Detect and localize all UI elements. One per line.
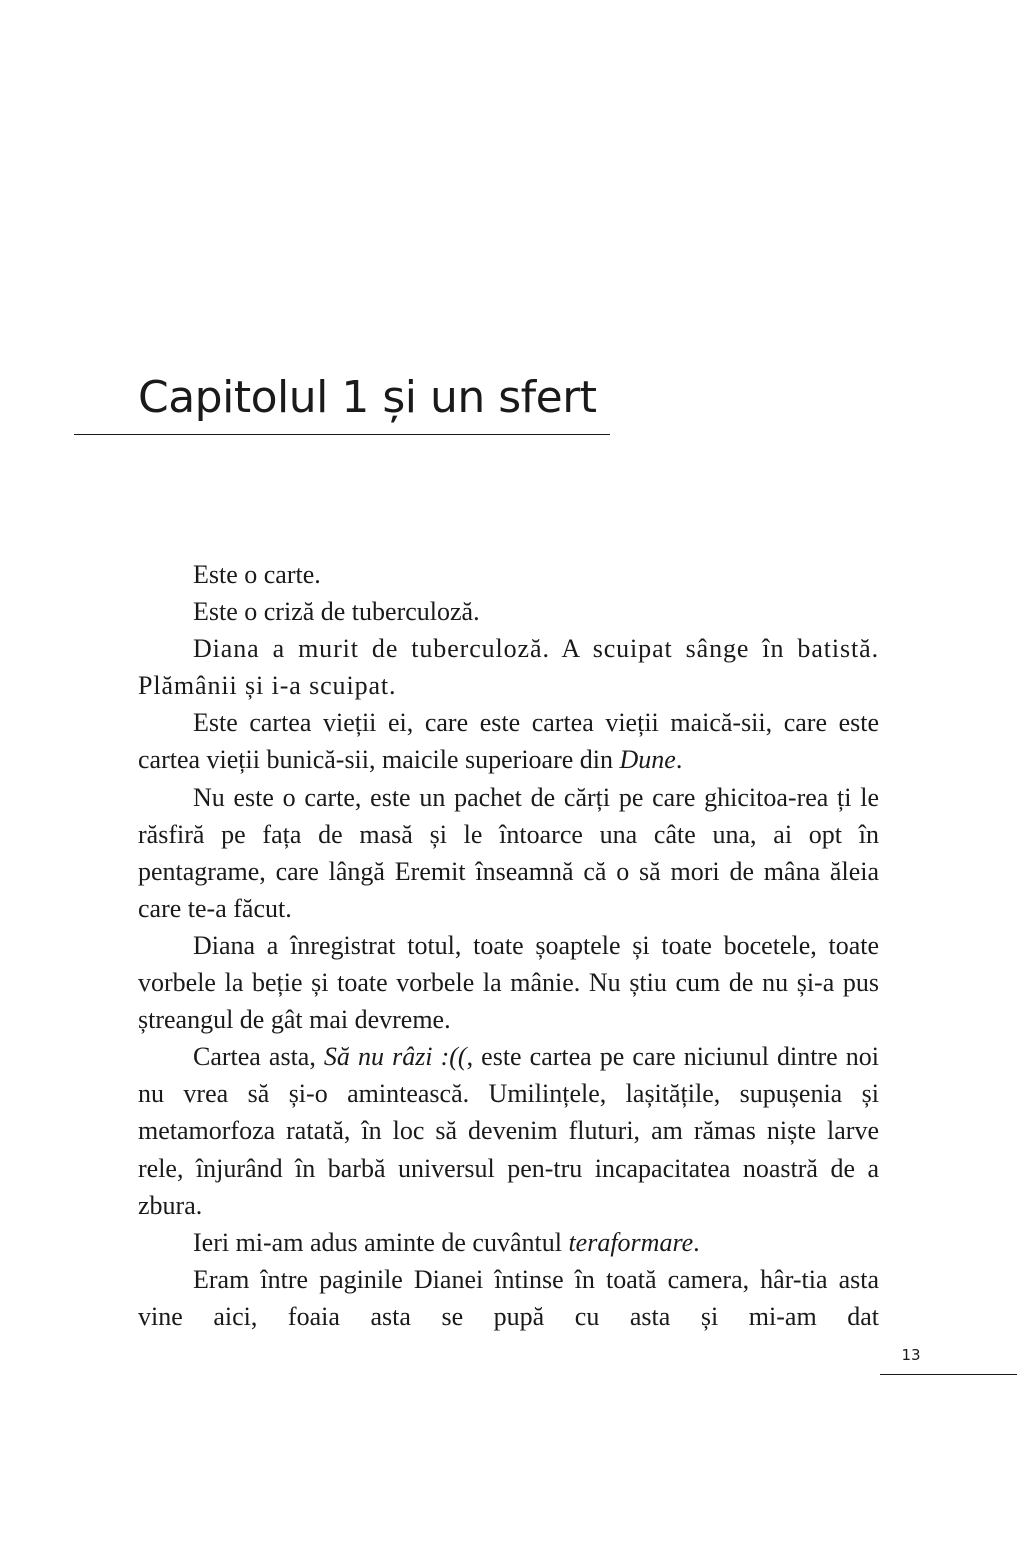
paragraph	[138, 779, 879, 927]
title-underline	[74, 434, 610, 435]
page-number-rule	[880, 1374, 1017, 1375]
paragraph	[138, 556, 879, 593]
paragraph-text: Este cartea vieții ei, care este cartea vieții maică-sii, care este cartea vieții bunică-sii, maicile superioare din	[138, 708, 879, 775]
page-number: 13	[901, 1346, 921, 1364]
paragraph	[138, 1261, 879, 1335]
paragraph-text: , este cartea pe care niciunul dintre noi nu vrea să și-o amintească. Umilințele, lașitățile, supușenia și metamorfoza ratată, în loc să devenim fluturi, am rămas niște larve rele, înjurând în barbă universul pen-tru incapacitatea noastră de a zbura.	[138, 1042, 879, 1220]
chapter-title: Capitolul 1 și un sfert	[138, 372, 597, 423]
paragraph-text: .	[693, 1227, 700, 1257]
body-text	[138, 556, 879, 1335]
book-title-italic: Dune	[619, 745, 676, 775]
paragraph	[138, 630, 879, 704]
paragraph	[138, 1038, 879, 1223]
paragraph	[138, 927, 879, 1038]
italic-word: teraformare	[568, 1227, 694, 1257]
paragraph-text: Cartea asta,	[193, 1042, 324, 1072]
paragraph-text: Diana a murit de tuberculoză. A scuipat sânge în batistă. Plămânii și i-a scuipat.	[138, 634, 879, 701]
paragraph-text: Este o criză de tuberculoză.	[193, 597, 480, 627]
paragraph-text: Diana a înregistrat totul, toate șoaptele și toate bocetele, toate vorbele la beție și toate vorbele la mânie. Nu știu cum de nu și-a pus ștreangul de gât mai devreme.	[138, 930, 879, 1035]
paragraph-text: Este o carte.	[193, 560, 321, 589]
paragraph	[138, 704, 879, 778]
paragraph-text: .	[675, 745, 683, 775]
paragraph-text: Ieri mi-am adus aminte de cuvântul	[193, 1227, 569, 1257]
paragraph-text: Eram între paginile Dianei întinse în toată camera, hâr-tia asta vine aici, foaia asta se pupă cu asta și mi-am dat	[138, 1264, 879, 1331]
paragraph	[138, 593, 879, 630]
book-title-italic: Să nu râzi :((	[323, 1042, 467, 1072]
paragraph	[138, 1224, 879, 1261]
paragraph-text: Nu este o carte, este un pachet de cărți pe care ghicitoa-rea ți le răsfiră pe fața de masă și le întoarce una câte una, ai opt în pentagrame, care lângă Eremit înseamnă că o să mori de mâna ăleia care te-a făcut.	[138, 782, 879, 923]
